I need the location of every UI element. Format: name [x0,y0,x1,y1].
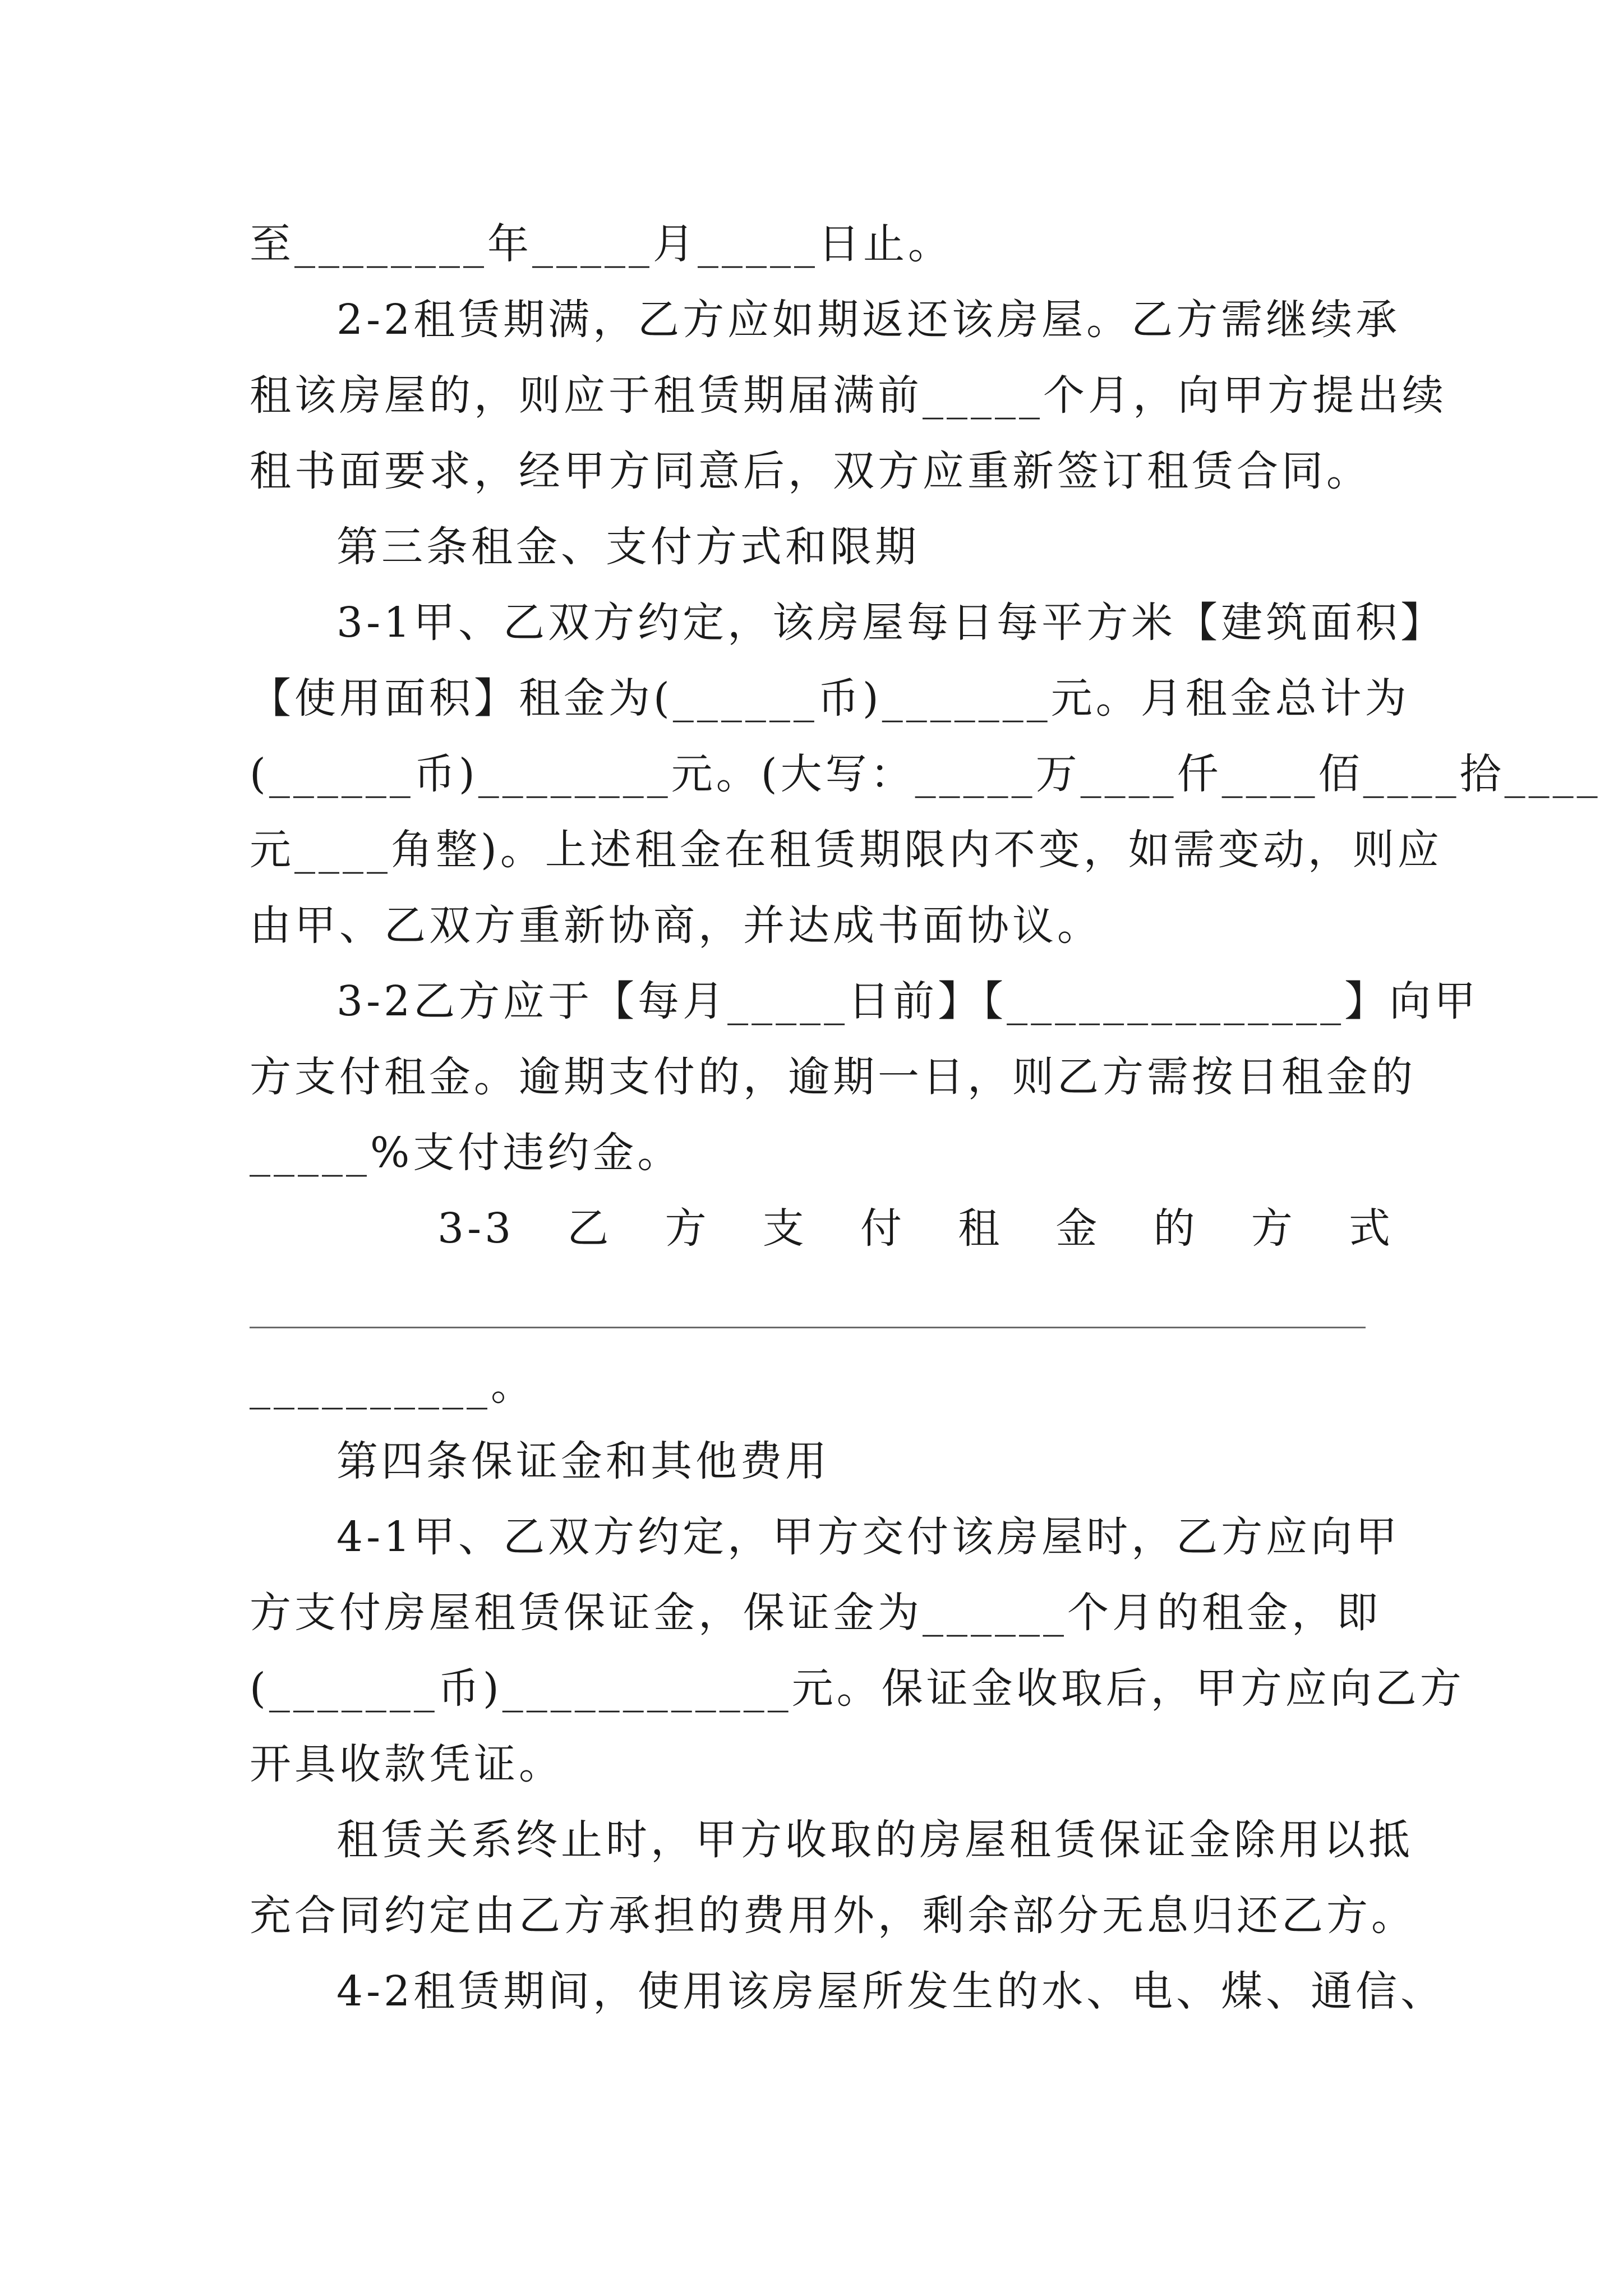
spread-word: 支 [762,1204,808,1253]
text-line-10: 由甲、乙双方重新协商，并达成书面协议。 [250,901,1102,950]
text-line-13: _____%支付违约金。 [250,1129,683,1177]
text-line-4: 租书面要求，经甲方同意后，双方应重新签订租赁合同。 [250,447,1371,495]
text-line-after-6: 开具收款凭证。 [250,1740,564,1788]
spread-word: 式 [1349,1204,1394,1253]
spread-word: 的 [1153,1204,1198,1253]
text-line-after-4: 方支付房屋租赁保证金，保证金为______个月的租金，即 [250,1589,1381,1637]
text-line-after-5: (_______币)____________元。保证金收取后，甲方应向乙方 [250,1664,1465,1713]
text-line-after-8: 充合同约定由乙方承担的费用外，剩余部分无息归还乙方。 [250,1892,1416,1940]
text-line-after-3: 4-1甲、乙双方约定，甲方交付该房屋时，乙方应向甲 [336,1513,1401,1561]
spread-word: 付 [860,1204,905,1253]
section-heading-article-4: 第四条保证金和其他费用 [336,1437,830,1485]
text-line-3: 租该房屋的，则应于租赁期届满前_____个月，向甲方提出续 [250,371,1447,420]
text-line-2: 2-2租赁期满，乙方应如期返还该房屋。乙方需继续承 [336,296,1401,344]
text-line-after-1: __________。 [250,1361,536,1410]
blank-fill-line [250,1327,1366,1328]
spread-word: 乙 [567,1204,612,1253]
text-line-8: (______币)________元。(大写：_____万____仟____佰____拾____ [250,750,1601,798]
text-line-1: 至________年_____月_____日止。 [250,220,953,268]
spread-word: 3-3 [437,1204,515,1253]
text-line-7: 【使用面积】租金为(______币)_______元。月租金总计为 [250,674,1410,723]
text-line-6: 3-1甲、乙双方约定，该房屋每日每平方米【建筑面积】 [336,599,1446,647]
text-line-after-7: 租赁关系终止时，甲方收取的房屋租赁保证金除用以抵 [336,1816,1413,1864]
spread-word: 金 [1055,1204,1101,1253]
text-line-spread-3-3 [437,1200,1394,1257]
spread-word: 租 [958,1204,1003,1253]
text-line-11: 3-2乙方应于【每月_____日前】【______________】向甲 [336,977,1479,1025]
text-line-12: 方支付租金。逾期支付的，逾期一日，则乙方需按日租金的 [250,1053,1416,1101]
spread-word: 方 [1251,1204,1296,1253]
spread-word: 方 [665,1204,710,1253]
text-line-after-9: 4-2租赁期间，使用该房屋所发生的水、电、煤、通信、 [336,1967,1446,2016]
text-line-9: 元____角整)。上述租金在租赁期限内不变，如需变动，则应 [250,826,1442,874]
section-heading-article-3: 第三条租金、支付方式和限期 [336,523,920,571]
